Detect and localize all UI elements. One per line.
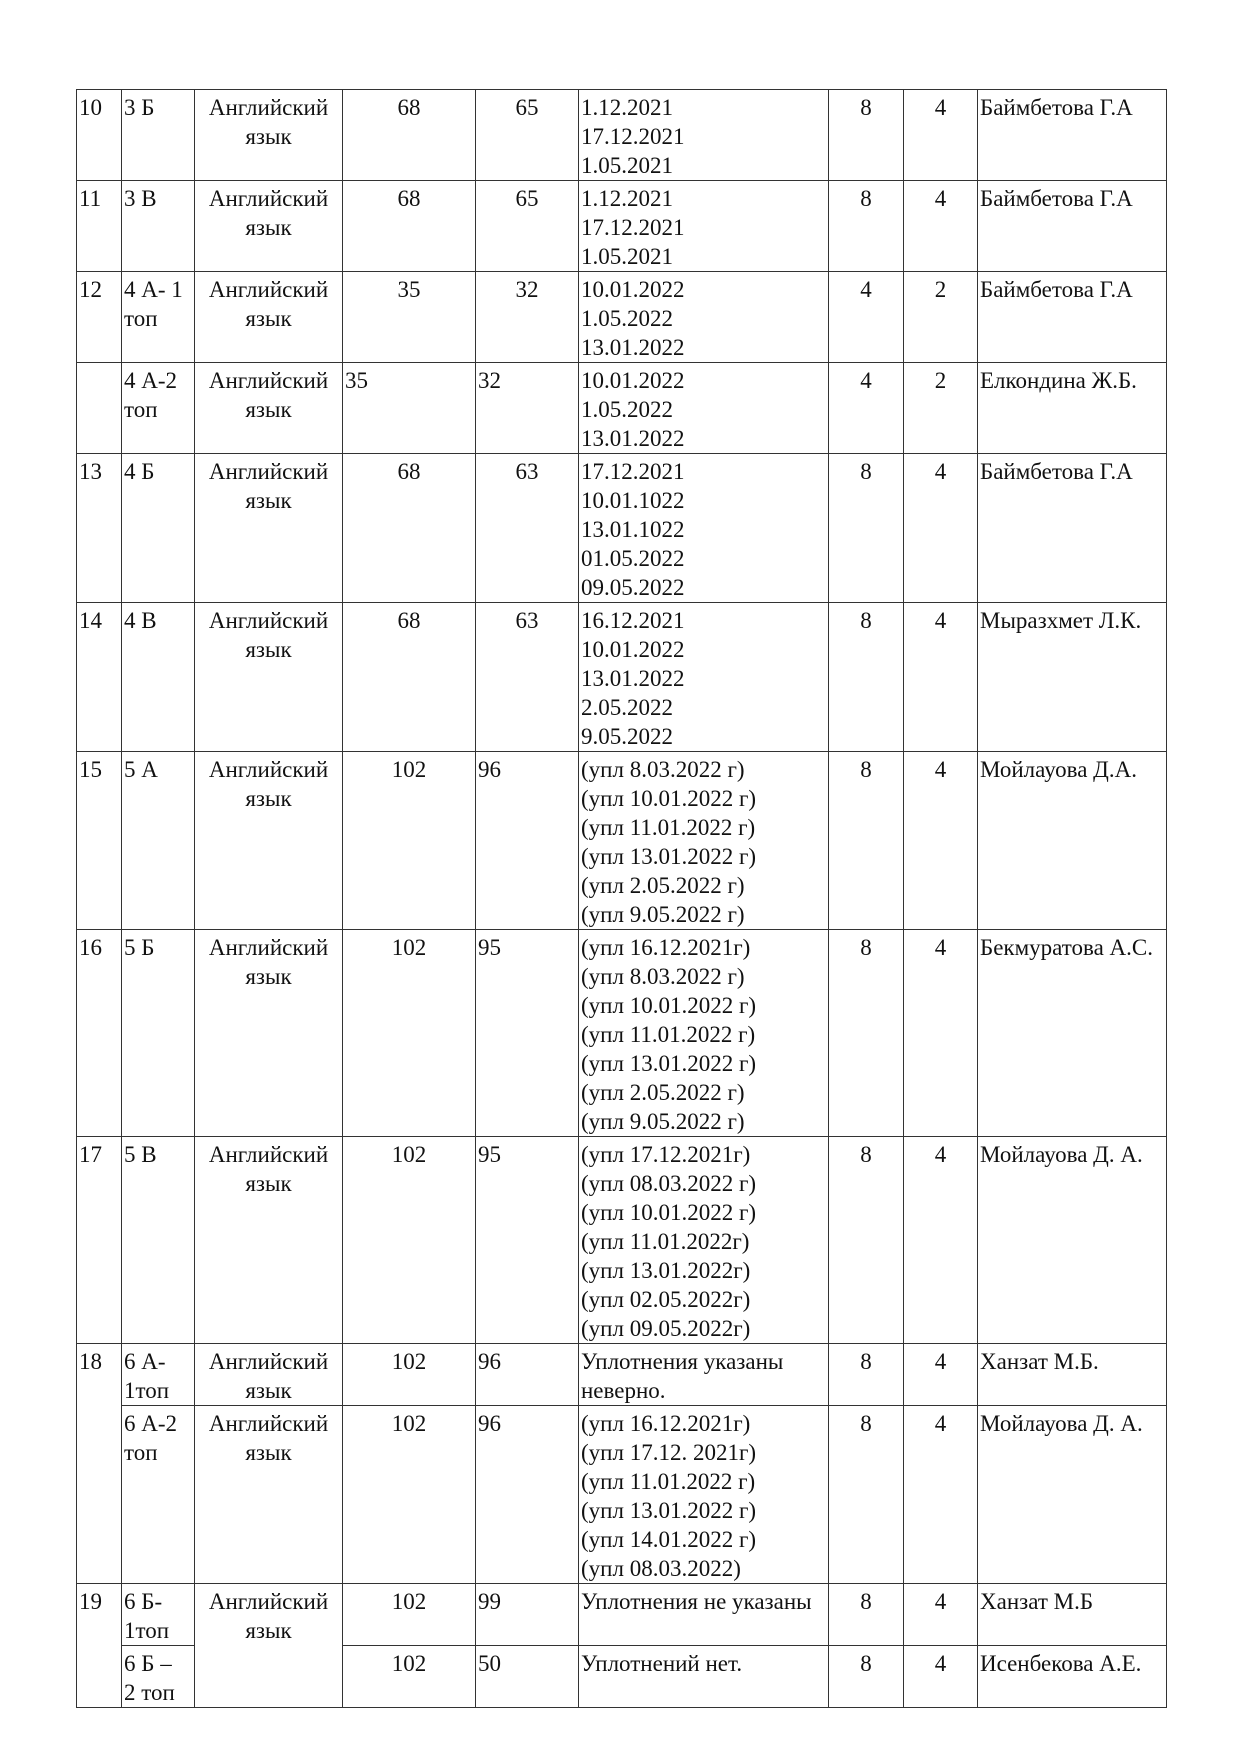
actual-hours-cell: 32 <box>476 363 579 454</box>
class-cell: 3 Б <box>122 90 195 181</box>
teacher-cell: Мойлауова Д. А. <box>978 1406 1167 1584</box>
value-cell-b: 4 <box>904 1344 978 1406</box>
value-cell-b: 4 <box>904 1406 978 1584</box>
row-number-cell <box>77 363 122 454</box>
value-cell-a: 8 <box>829 930 904 1137</box>
table-row <box>77 90 1167 181</box>
planned-hours-cell: 102 <box>343 1406 476 1584</box>
planned-hours-cell: 68 <box>343 90 476 181</box>
planned-hours-cell: 102 <box>343 1584 476 1646</box>
compaction-dates-cell: Уплотнения не указаны <box>579 1584 829 1646</box>
teacher-cell: Баймбетова Г.А <box>978 272 1167 363</box>
row-number-cell: 17 <box>77 1137 122 1344</box>
teacher-cell: Елкондина Ж.Б. <box>978 363 1167 454</box>
teacher-cell: Баймбетова Г.А <box>978 454 1167 603</box>
planned-hours-cell: 102 <box>343 1344 476 1406</box>
subject-cell: Английский язык <box>195 603 343 752</box>
table-row <box>77 603 1167 752</box>
subject-cell: Английский язык <box>195 90 343 181</box>
row-number-cell: 12 <box>77 272 122 363</box>
actual-hours-cell: 96 <box>476 1406 579 1584</box>
compaction-dates-cell: 17.12.2021 10.01.1022 13.01.1022 01.05.2022 09.05.2022 <box>579 454 829 603</box>
teacher-cell: Ханзат М.Б. <box>978 1344 1167 1406</box>
value-cell-b: 4 <box>904 454 978 603</box>
actual-hours-cell: 65 <box>476 181 579 272</box>
actual-hours-cell: 50 <box>476 1646 579 1708</box>
table-row <box>77 1344 1167 1406</box>
planned-hours-cell: 68 <box>343 181 476 272</box>
value-cell-a: 4 <box>829 272 904 363</box>
value-cell-b: 4 <box>904 752 978 930</box>
subject-cell: Английский язык <box>195 1344 343 1406</box>
class-cell: 4 А-2 топ <box>122 363 195 454</box>
compaction-dates-cell: 10.01.2022 1.05.2022 13.01.2022 <box>579 363 829 454</box>
teacher-cell: Исенбекова А.Е. <box>978 1646 1167 1708</box>
compaction-dates-cell: (упл 16.12.2021г) (упл 8.03.2022 г) (упл 10.01.2022 г) (упл 11.01.2022 г) (упл 13.01.2022 г) (упл 2.05.2022 г) (упл 9.05.2022 г) <box>579 930 829 1137</box>
class-cell: 4 А- 1 топ <box>122 272 195 363</box>
actual-hours-cell: 99 <box>476 1584 579 1646</box>
row-number-cell: 15 <box>77 752 122 930</box>
teacher-cell: Ханзат М.Б <box>978 1584 1167 1646</box>
table-row <box>77 181 1167 272</box>
actual-hours-cell: 95 <box>476 930 579 1137</box>
compaction-dates-cell: (упл 8.03.2022 г) (упл 10.01.2022 г) (упл 11.01.2022 г) (упл 13.01.2022 г) (упл 2.05.2022 г) (упл 9.05.2022 г) <box>579 752 829 930</box>
subject-cell: Английский язык <box>195 363 343 454</box>
value-cell-b: 4 <box>904 930 978 1137</box>
teacher-cell: Баймбетова Г.А <box>978 90 1167 181</box>
subject-cell: Английский язык <box>195 1584 343 1708</box>
value-cell-a: 8 <box>829 1584 904 1646</box>
class-cell: 6 Б – 2 топ <box>122 1646 195 1708</box>
class-cell: 6 А- 1топ <box>122 1344 195 1406</box>
value-cell-b: 2 <box>904 272 978 363</box>
class-cell: 6 А-2 топ <box>122 1406 195 1584</box>
value-cell-b: 2 <box>904 363 978 454</box>
planned-hours-cell: 102 <box>343 1646 476 1708</box>
compaction-dates-cell: (упл 16.12.2021г) (упл 17.12. 2021г) (упл 11.01.2022 г) (упл 13.01.2022 г) (упл 14.01.2022 г) (упл 08.03.2022) <box>579 1406 829 1584</box>
subject-cell: Английский язык <box>195 181 343 272</box>
class-cell: 4 Б <box>122 454 195 603</box>
teacher-cell: Баймбетова Г.А <box>978 181 1167 272</box>
compaction-dates-cell: (упл 17.12.2021г) (упл 08.03.2022 г) (упл 10.01.2022 г) (упл 11.01.2022г) (упл 13.01.2022г) (упл 02.05.2022г) (упл 09.05.2022г) <box>579 1137 829 1344</box>
value-cell-a: 8 <box>829 181 904 272</box>
teacher-cell: Мыразхмет Л.К. <box>978 603 1167 752</box>
row-number-cell: 16 <box>77 930 122 1137</box>
table-row <box>77 454 1167 603</box>
row-number-cell: 19 <box>77 1584 122 1708</box>
table-row <box>77 1584 1167 1646</box>
actual-hours-cell: 96 <box>476 752 579 930</box>
class-cell: 5 А <box>122 752 195 930</box>
class-cell: 5 В <box>122 1137 195 1344</box>
actual-hours-cell: 63 <box>476 603 579 752</box>
value-cell-a: 8 <box>829 454 904 603</box>
actual-hours-cell: 95 <box>476 1137 579 1344</box>
value-cell-a: 8 <box>829 603 904 752</box>
compaction-dates-cell: 10.01.2022 1.05.2022 13.01.2022 <box>579 272 829 363</box>
row-number-cell: 10 <box>77 90 122 181</box>
actual-hours-cell: 65 <box>476 90 579 181</box>
class-cell: 4 В <box>122 603 195 752</box>
table-row <box>77 363 1167 454</box>
value-cell-a: 8 <box>829 90 904 181</box>
planned-hours-cell: 68 <box>343 454 476 603</box>
table-row <box>77 1406 1167 1584</box>
row-number-cell: 14 <box>77 603 122 752</box>
compaction-dates-cell: Уплотнения указаны неверно. <box>579 1344 829 1406</box>
subject-cell: Английский язык <box>195 752 343 930</box>
compaction-dates-cell: Уплотнений нет. <box>579 1646 829 1708</box>
value-cell-b: 4 <box>904 90 978 181</box>
compaction-dates-cell: 1.12.2021 17.12.2021 1.05.2021 <box>579 181 829 272</box>
table-body <box>77 90 1167 1708</box>
planned-hours-cell: 35 <box>343 272 476 363</box>
planned-hours-cell: 102 <box>343 930 476 1137</box>
schedule-table <box>76 89 1167 1708</box>
value-cell-b: 4 <box>904 1137 978 1344</box>
value-cell-b: 4 <box>904 603 978 752</box>
table-row <box>77 930 1167 1137</box>
planned-hours-cell: 35 <box>343 363 476 454</box>
row-number-cell: 11 <box>77 181 122 272</box>
actual-hours-cell: 96 <box>476 1344 579 1406</box>
value-cell-a: 8 <box>829 1137 904 1344</box>
value-cell-b: 4 <box>904 1646 978 1708</box>
table-row <box>77 752 1167 930</box>
row-number-cell: 13 <box>77 454 122 603</box>
table-row <box>77 1137 1167 1344</box>
value-cell-b: 4 <box>904 181 978 272</box>
value-cell-a: 8 <box>829 1406 904 1584</box>
value-cell-a: 8 <box>829 752 904 930</box>
teacher-cell: Мойлауова Д. А. <box>978 1137 1167 1344</box>
value-cell-a: 8 <box>829 1344 904 1406</box>
teacher-cell: Бекмуратова А.С. <box>978 930 1167 1137</box>
class-cell: 3 В <box>122 181 195 272</box>
subject-cell: Английский язык <box>195 272 343 363</box>
planned-hours-cell: 102 <box>343 752 476 930</box>
planned-hours-cell: 102 <box>343 1137 476 1344</box>
compaction-dates-cell: 1.12.2021 17.12.2021 1.05.2021 <box>579 90 829 181</box>
row-number-cell: 18 <box>77 1344 122 1584</box>
actual-hours-cell: 32 <box>476 272 579 363</box>
table-row <box>77 272 1167 363</box>
subject-cell: Английский язык <box>195 454 343 603</box>
planned-hours-cell: 68 <box>343 603 476 752</box>
class-cell: 5 Б <box>122 930 195 1137</box>
value-cell-a: 8 <box>829 1646 904 1708</box>
subject-cell: Английский язык <box>195 1137 343 1344</box>
value-cell-b: 4 <box>904 1584 978 1646</box>
actual-hours-cell: 63 <box>476 454 579 603</box>
subject-cell: Английский язык <box>195 930 343 1137</box>
value-cell-a: 4 <box>829 363 904 454</box>
compaction-dates-cell: 16.12.2021 10.01.2022 13.01.2022 2.05.2022 9.05.2022 <box>579 603 829 752</box>
class-cell: 6 Б- 1топ <box>122 1584 195 1646</box>
teacher-cell: Мойлауова Д.А. <box>978 752 1167 930</box>
subject-cell: Английский язык <box>195 1406 343 1584</box>
